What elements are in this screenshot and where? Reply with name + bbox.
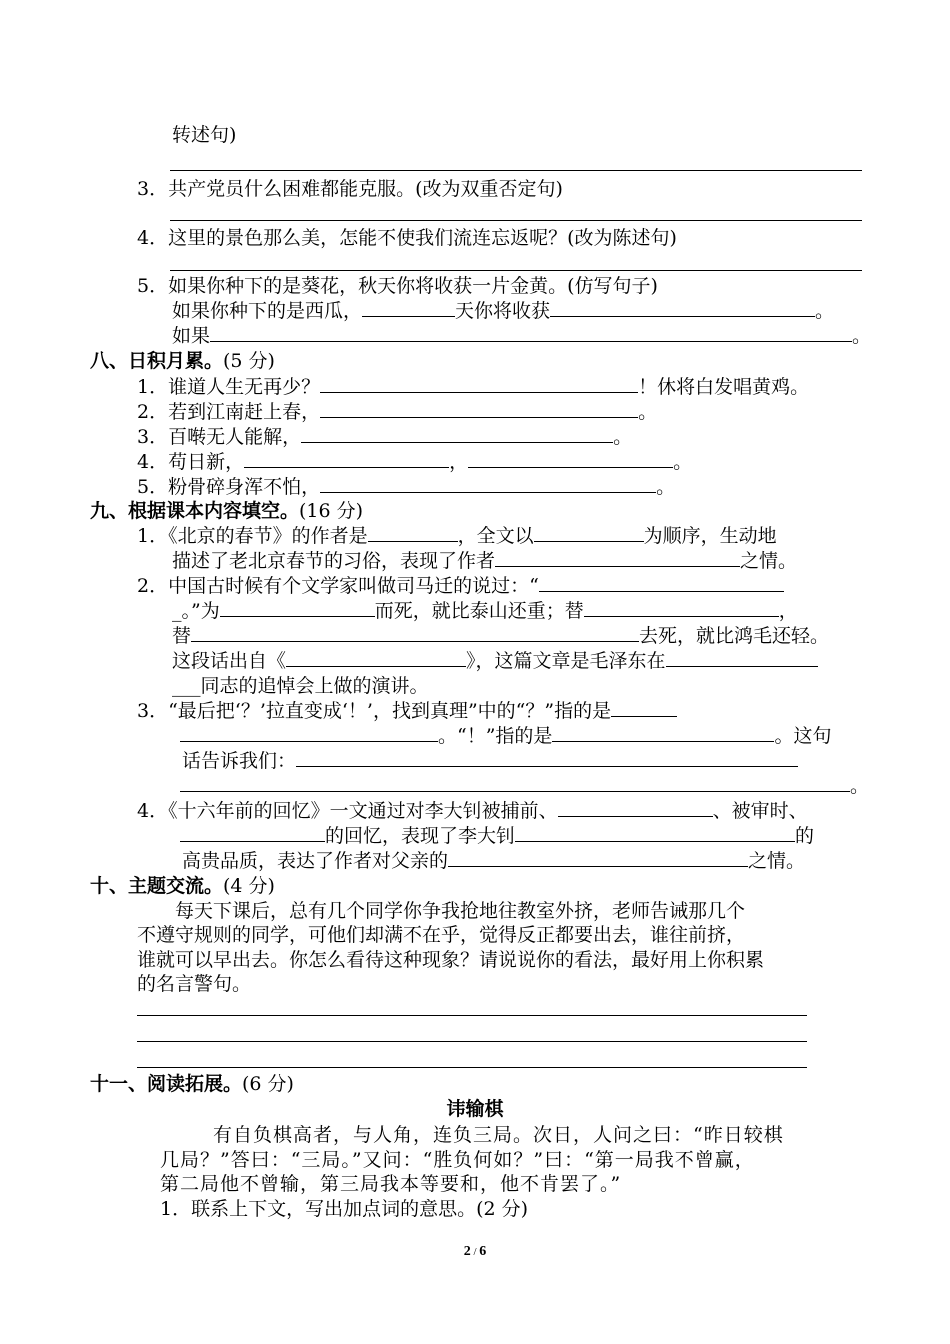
blank[interactable]	[368, 523, 458, 542]
section-8-heading: 八、日积月累。(5 分)	[90, 350, 275, 372]
s9-q3-line2: 。“！”指的是 。这句	[180, 723, 831, 749]
s8-item-3: 3．百啭无人能解， 。	[137, 426, 633, 448]
blank[interactable]	[180, 723, 438, 742]
blank[interactable]	[448, 848, 748, 867]
q7-tail: 转述句)	[172, 124, 237, 146]
page-number: 2 / 6	[463, 1244, 487, 1259]
s10-para-line4: 的名言警句。	[137, 973, 252, 995]
s8-item-5: 5．粉骨碎身浑不怕， 。	[137, 476, 676, 498]
blank[interactable]	[180, 773, 850, 792]
q7-item-5-line2: 如果 。	[172, 325, 872, 347]
blank[interactable]	[301, 424, 613, 443]
blank[interactable]	[550, 298, 815, 317]
blank[interactable]	[362, 298, 455, 317]
blank[interactable]	[584, 598, 779, 617]
q7-item-4: 4．这里的景色那么美，怎能不使我们流连忘返呢？(改为陈述句)	[137, 227, 677, 249]
s9-q2-line4: 这段话出自《 》，这篇文章是毛泽东在	[172, 648, 818, 674]
blank[interactable]	[666, 648, 818, 667]
q7-item-3: 3．共产党员什么困难都能克服。(改为双重否定句)	[137, 178, 563, 200]
answer-line[interactable]	[170, 220, 862, 221]
blank[interactable]	[191, 623, 639, 642]
s9-q2-line3: 替 去死，就比鸿毛还轻。	[172, 625, 830, 647]
s10-para-line1: 每天下课后，总有几个同学你争我抢地往教室外挤，老师告诫那几个	[175, 900, 746, 922]
blank[interactable]	[539, 573, 784, 592]
blank[interactable]	[296, 748, 798, 767]
answer-line[interactable]	[170, 170, 862, 171]
blank[interactable]	[468, 449, 673, 468]
story-title: 讳输棋	[446, 1098, 504, 1120]
blank[interactable]	[180, 823, 325, 842]
blank[interactable]	[495, 548, 740, 567]
s10-para-line2: 不遵守规则的同学，可他们却满不在乎，觉得反正都要出去，谁往前挤，	[137, 924, 746, 946]
s11-q1: 1．联系上下文，写出加点词的意思。(2 分)	[160, 1198, 529, 1220]
blank[interactable]	[558, 798, 713, 817]
story-line2: 几局？”答曰：“三局。”又问：“胜负何如？”曰：“第一局我不曾赢，	[160, 1149, 755, 1171]
s8-item-2: 2．若到江南赶上春， 。	[137, 401, 658, 423]
blank[interactable]	[320, 399, 638, 418]
s8-item-4: 4．苟日新， ， 。	[137, 451, 693, 473]
blank[interactable]	[515, 823, 795, 842]
blank[interactable]	[552, 723, 774, 742]
blank[interactable]	[244, 449, 449, 468]
s8-item-1: 1．谁道人生无再少？ ！休将白发唱黄鸡。	[137, 376, 810, 398]
s9-q1-line1: 1．《北京的春节》的作者是 ，全文以 为顺序，生动地	[137, 525, 777, 547]
blank[interactable]	[220, 598, 375, 617]
story-line3: 第二局他不曾输，第三局我本等要和，他不肯罢了。”	[160, 1173, 622, 1195]
s9-q4-line3: 高贵品质，表达了作者对父亲的 之情。	[182, 850, 806, 872]
blank[interactable]	[320, 474, 656, 493]
s9-q3-line1: 3．“最后把‘？’拉直变成‘！’，找到真理”中的“？”指的是	[137, 698, 677, 724]
s10-para-line3: 谁就可以早出去。你怎么看待这种现象？请说说你的看法，最好用上你积累	[137, 949, 765, 971]
s9-q4-line1: 4．《十六年前的回忆》一文通过对李大钊被捕前、 、被审时、	[137, 800, 808, 822]
blank[interactable]	[210, 323, 852, 342]
story-line1: 有自负棋高者，与人角，连负三局。次日，人问之曰：“昨日较棋	[213, 1124, 784, 1146]
blank[interactable]	[286, 648, 466, 667]
s9-q4-line2: 的回忆，表现了李大钊 的	[180, 823, 814, 849]
s9-q3-line4: 。	[180, 773, 869, 799]
s9-q2-line1: 2．中国古时候有个文学家叫做司马迁的说过：“	[137, 573, 784, 599]
s9-q2-line5: ___同志的追悼会上做的演讲。	[172, 675, 429, 697]
answer-line[interactable]	[137, 1015, 807, 1016]
section-11-heading: 十一、阅读拓展。(6 分)	[90, 1073, 294, 1095]
q7-item-5-line1: 如果你种下的是西瓜， 天你将收获 。	[172, 300, 835, 322]
blank[interactable]	[320, 374, 638, 393]
s9-q2-line2: _。”为 而死，就比泰山还重；替 ，	[172, 600, 798, 622]
q7-item-5: 5．如果你种下的是葵花，秋天你将收获一片金黄。(仿写句子)	[137, 275, 658, 297]
blank[interactable]	[611, 698, 677, 717]
answer-line[interactable]	[137, 1041, 807, 1042]
answer-line[interactable]	[137, 1067, 807, 1068]
blank[interactable]	[534, 523, 644, 542]
section-10-heading: 十、主题交流。(4 分)	[90, 875, 275, 897]
s9-q3-line3: 话告诉我们：	[182, 748, 798, 774]
section-9-heading: 九、根据课本内容填空。(16 分)	[90, 500, 364, 522]
answer-line[interactable]	[170, 270, 862, 271]
s9-q1-line2: 描述了老北京春节的习俗，表现了作者 之情。	[172, 550, 798, 572]
